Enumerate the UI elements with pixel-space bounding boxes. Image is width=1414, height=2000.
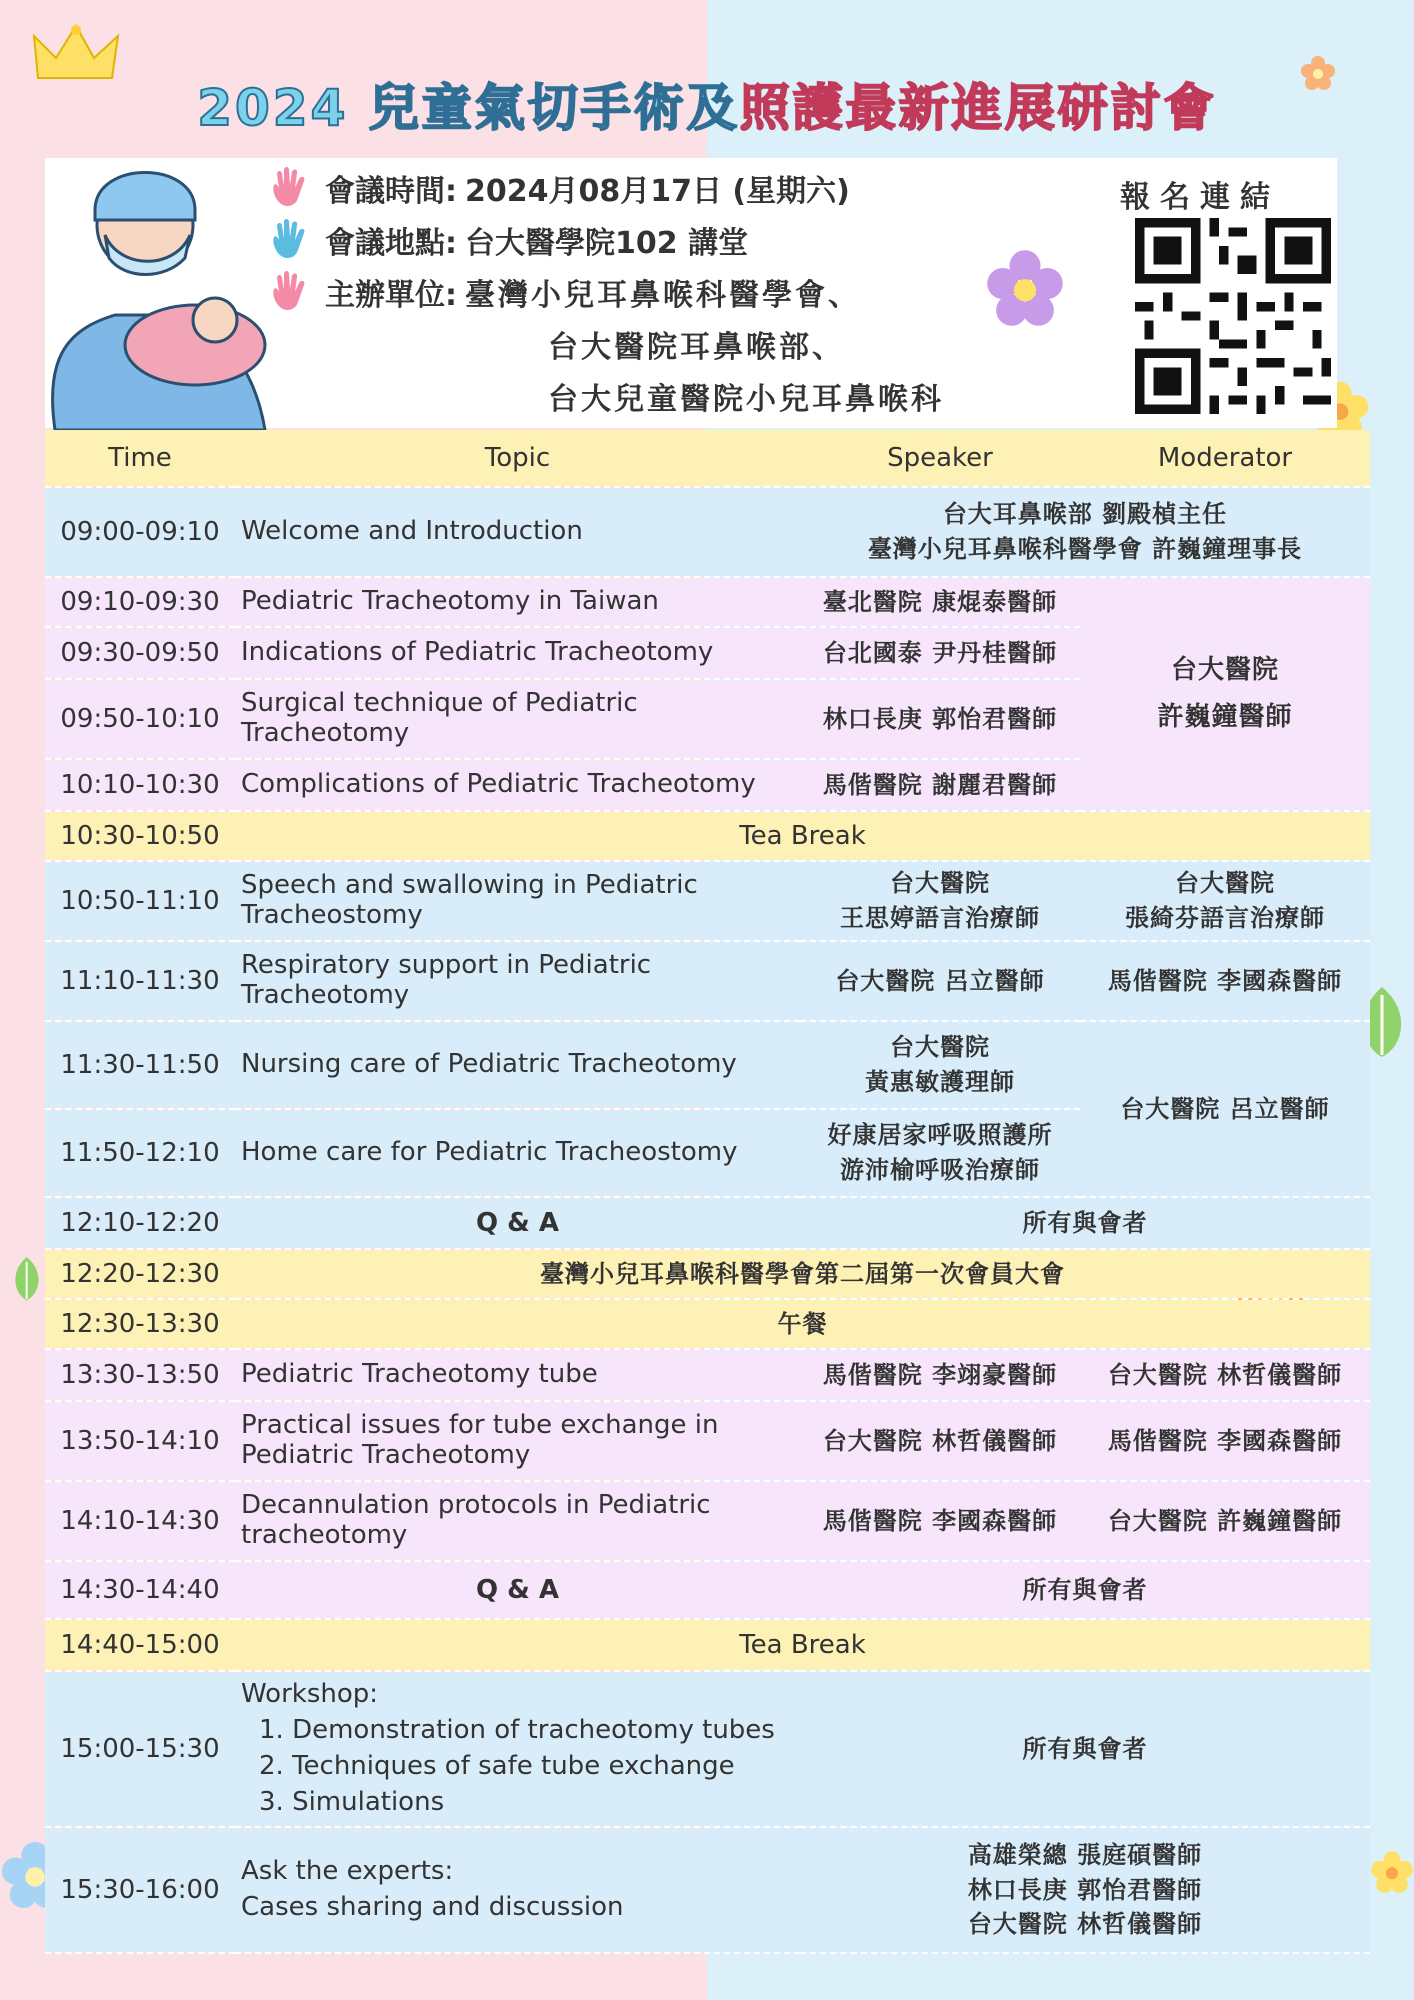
info-rows bbox=[265, 166, 944, 426]
row-speaker: 林口長庚 郭怡君醫師 bbox=[800, 679, 1080, 759]
qr-code-icon[interactable] bbox=[1135, 218, 1331, 414]
leaf-decoration-icon bbox=[10, 1255, 44, 1303]
row-experts bbox=[800, 1827, 1370, 1953]
workshop-item: 1. Demonstration of tracheotomy tubes bbox=[259, 1715, 775, 1746]
row-moderator bbox=[1080, 577, 1370, 811]
table-row bbox=[45, 811, 1370, 861]
row-topic: Pediatric Tracheotomy tube bbox=[235, 1349, 800, 1401]
title-part-1: 2024 兒童氣切手術及 bbox=[197, 79, 740, 137]
workshop-item: 2. Techniques of safe tube exchange bbox=[259, 1751, 735, 1781]
row-moderator: 馬偕醫院 李國森醫師 bbox=[1080, 1401, 1370, 1481]
header-moderator: Moderator bbox=[1080, 430, 1370, 487]
row-lunch: 午餐 bbox=[235, 1299, 1370, 1349]
flower-decoration-icon bbox=[985, 248, 1065, 328]
row-time: 13:50-14:10 bbox=[45, 1401, 235, 1481]
expert-name: 高雄榮總 張庭碩醫師 bbox=[967, 1840, 1203, 1869]
speaker-line: 黃惠敏護理師 bbox=[865, 1068, 1015, 1096]
row-speaker: 臺北醫院 康焜泰醫師 bbox=[800, 577, 1080, 627]
experts-title: Ask the experts: bbox=[241, 1856, 454, 1887]
row-topic: Indications of Pediatric Tracheotomy bbox=[235, 627, 800, 679]
header-time: Time bbox=[45, 430, 235, 487]
table-row bbox=[45, 1021, 1370, 1109]
table-row bbox=[45, 1481, 1370, 1561]
row-time: 09:00-09:10 bbox=[45, 487, 235, 577]
row-topic: Surgical technique of Pediatric Tracheotomy bbox=[235, 679, 800, 759]
row-time: 09:50-10:10 bbox=[45, 679, 235, 759]
row-time: 14:10-14:30 bbox=[45, 1481, 235, 1561]
row-topic: Home care for Pediatric Tracheostomy bbox=[235, 1109, 800, 1197]
row-speaker bbox=[800, 861, 1080, 941]
title-part-2: 照護最新進展研討會 bbox=[739, 79, 1217, 137]
row-topic: Q & A bbox=[235, 1561, 800, 1619]
table-row bbox=[45, 1299, 1370, 1349]
row-time: 10:30-10:50 bbox=[45, 811, 235, 861]
time-value: 2024月08月17日 (星期六) bbox=[465, 174, 850, 209]
workshop-title: Workshop: bbox=[241, 1679, 379, 1710]
row-topic: Speech and swallowing in Pediatric Tracheostomy bbox=[235, 861, 800, 941]
expert-name: 林口長庚 郭怡君醫師 bbox=[967, 1875, 1203, 1904]
table-row bbox=[45, 1401, 1370, 1481]
row-time: 10:10-10:30 bbox=[45, 759, 235, 811]
table-row bbox=[45, 861, 1370, 941]
row-break: Tea Break bbox=[235, 1619, 1370, 1671]
table-row bbox=[45, 1249, 1370, 1299]
moderator-line: 張綺芬語言治療師 bbox=[1125, 904, 1325, 932]
row-topic: Nursing care of Pediatric Tracheotomy bbox=[235, 1021, 800, 1109]
row-speaker bbox=[800, 1021, 1080, 1109]
host-line-2: 台大醫院耳鼻喉部、 bbox=[548, 330, 845, 365]
table-row bbox=[45, 1827, 1370, 1953]
row-moderator: 台大醫院 許巍鐘醫師 bbox=[1080, 1481, 1370, 1561]
row-time: 12:20-12:30 bbox=[45, 1249, 235, 1299]
table-row bbox=[45, 1349, 1370, 1401]
table-row bbox=[45, 1671, 1370, 1827]
speaker-line: 台大醫院 bbox=[890, 869, 990, 898]
row-topic: Q & A bbox=[235, 1197, 800, 1249]
row-break: Tea Break bbox=[235, 811, 1370, 861]
row-topic: Practical issues for tube exchange in Pediatric Tracheotomy bbox=[235, 1401, 800, 1481]
host-label: 主辦單位: bbox=[325, 278, 457, 313]
venue-label: 會議地點: bbox=[325, 226, 457, 261]
row-time: 12:10-12:20 bbox=[45, 1197, 235, 1249]
row-speaker: 台大醫院 呂立醫師 bbox=[800, 941, 1080, 1021]
row-time: 15:00-15:30 bbox=[45, 1671, 235, 1827]
moderator-line: 台大醫院 bbox=[1170, 655, 1279, 686]
row-speaker: 台大醫院 林哲儀醫師 bbox=[800, 1401, 1080, 1481]
table-row bbox=[45, 487, 1370, 577]
row-time: 09:10-09:30 bbox=[45, 577, 235, 627]
row-topic: Pediatric Tracheotomy in Taiwan bbox=[235, 577, 800, 627]
schedule-table bbox=[45, 430, 1370, 1954]
row-time: 15:30-16:00 bbox=[45, 1827, 235, 1953]
row-time: 10:50-11:10 bbox=[45, 861, 235, 941]
row-time: 14:30-14:40 bbox=[45, 1561, 235, 1619]
registration-label: 報名連結 bbox=[1120, 180, 1280, 215]
row-time: 11:50-12:10 bbox=[45, 1109, 235, 1197]
header-speaker: Speaker bbox=[800, 430, 1080, 487]
moderator-line: 台大醫院 bbox=[1175, 869, 1275, 898]
row-who: 所有與會者 bbox=[800, 1197, 1370, 1249]
table-row bbox=[45, 577, 1370, 627]
info-row-venue bbox=[265, 218, 944, 270]
row-speaker: 馬偕醫院 李翊豪醫師 bbox=[800, 1349, 1080, 1401]
table-row bbox=[45, 1619, 1370, 1671]
header-topic: Topic bbox=[235, 430, 800, 487]
row-who: 所有與會者 bbox=[800, 1561, 1370, 1619]
row-time: 14:40-15:00 bbox=[45, 1619, 235, 1671]
host-name: 臺灣小兒耳鼻喉科醫學會 許巍鐘理事長 bbox=[867, 535, 1303, 563]
info-row-time bbox=[265, 166, 944, 218]
row-meeting: 臺灣小兒耳鼻喉科醫學會第二屆第一次會員大會 bbox=[235, 1249, 1370, 1299]
row-time: 11:30-11:50 bbox=[45, 1021, 235, 1109]
speaker-line: 游沛榆呼吸治療師 bbox=[840, 1156, 1040, 1184]
table-row bbox=[45, 1197, 1370, 1249]
row-who: 所有與會者 bbox=[800, 1671, 1370, 1827]
row-speaker: 馬偕醫院 李國森醫師 bbox=[800, 1481, 1080, 1561]
row-speaker bbox=[800, 1109, 1080, 1197]
time-label: 會議時間: bbox=[325, 174, 457, 209]
nurse-holding-baby-illustration bbox=[25, 130, 275, 430]
expert-name: 台大醫院 林哲儀醫師 bbox=[967, 1910, 1203, 1939]
venue-value: 台大醫學院102 講堂 bbox=[465, 226, 749, 261]
workshop-item: 3. Simulations bbox=[259, 1786, 445, 1817]
table-row bbox=[45, 941, 1370, 1021]
moderator-line: 許巍鐘醫師 bbox=[1157, 702, 1293, 732]
row-time: 09:30-09:50 bbox=[45, 627, 235, 679]
row-moderator: 台大醫院 呂立醫師 bbox=[1080, 1021, 1370, 1197]
table-header-row bbox=[45, 430, 1370, 487]
row-speaker: 台北國泰 尹丹桂醫師 bbox=[800, 627, 1080, 679]
host-line-3: 台大兒童醫院小兒耳鼻喉科 bbox=[548, 382, 944, 417]
row-moderator: 馬偕醫院 李國森醫師 bbox=[1080, 941, 1370, 1021]
host-line-1: 臺灣小兒耳鼻喉科醫學會、 bbox=[465, 278, 861, 313]
row-moderator bbox=[1080, 861, 1370, 941]
row-time: 11:10-11:30 bbox=[45, 941, 235, 1021]
speaker-line: 王思婷語言治療師 bbox=[840, 904, 1040, 932]
row-topic: Decannulation protocols in Pediatric tracheotomy bbox=[235, 1481, 800, 1561]
row-time: 12:30-13:30 bbox=[45, 1299, 235, 1349]
flower-decoration-icon bbox=[1370, 1850, 1414, 1894]
table-row bbox=[45, 1561, 1370, 1619]
row-time: 13:30-13:50 bbox=[45, 1349, 235, 1401]
row-hosts bbox=[800, 487, 1370, 577]
row-topic bbox=[235, 1827, 800, 1953]
experts-subtitle: Cases sharing and discussion bbox=[241, 1892, 624, 1922]
info-row-host bbox=[265, 270, 944, 322]
row-speaker: 馬偕醫院 謝麗君醫師 bbox=[800, 759, 1080, 811]
speaker-line: 台大醫院 bbox=[890, 1033, 990, 1062]
row-topic: Complications of Pediatric Tracheotomy bbox=[235, 759, 800, 811]
speaker-line: 好康居家呼吸照護所 bbox=[827, 1121, 1053, 1150]
row-topic bbox=[235, 1671, 800, 1827]
host-name: 台大耳鼻喉部 劉殿楨主任 bbox=[942, 500, 1228, 529]
row-topic: Respiratory support in Pediatric Tracheotomy bbox=[235, 941, 800, 1021]
row-moderator: 台大醫院 林哲儀醫師 bbox=[1080, 1349, 1370, 1401]
row-topic: Welcome and Introduction bbox=[235, 487, 800, 577]
